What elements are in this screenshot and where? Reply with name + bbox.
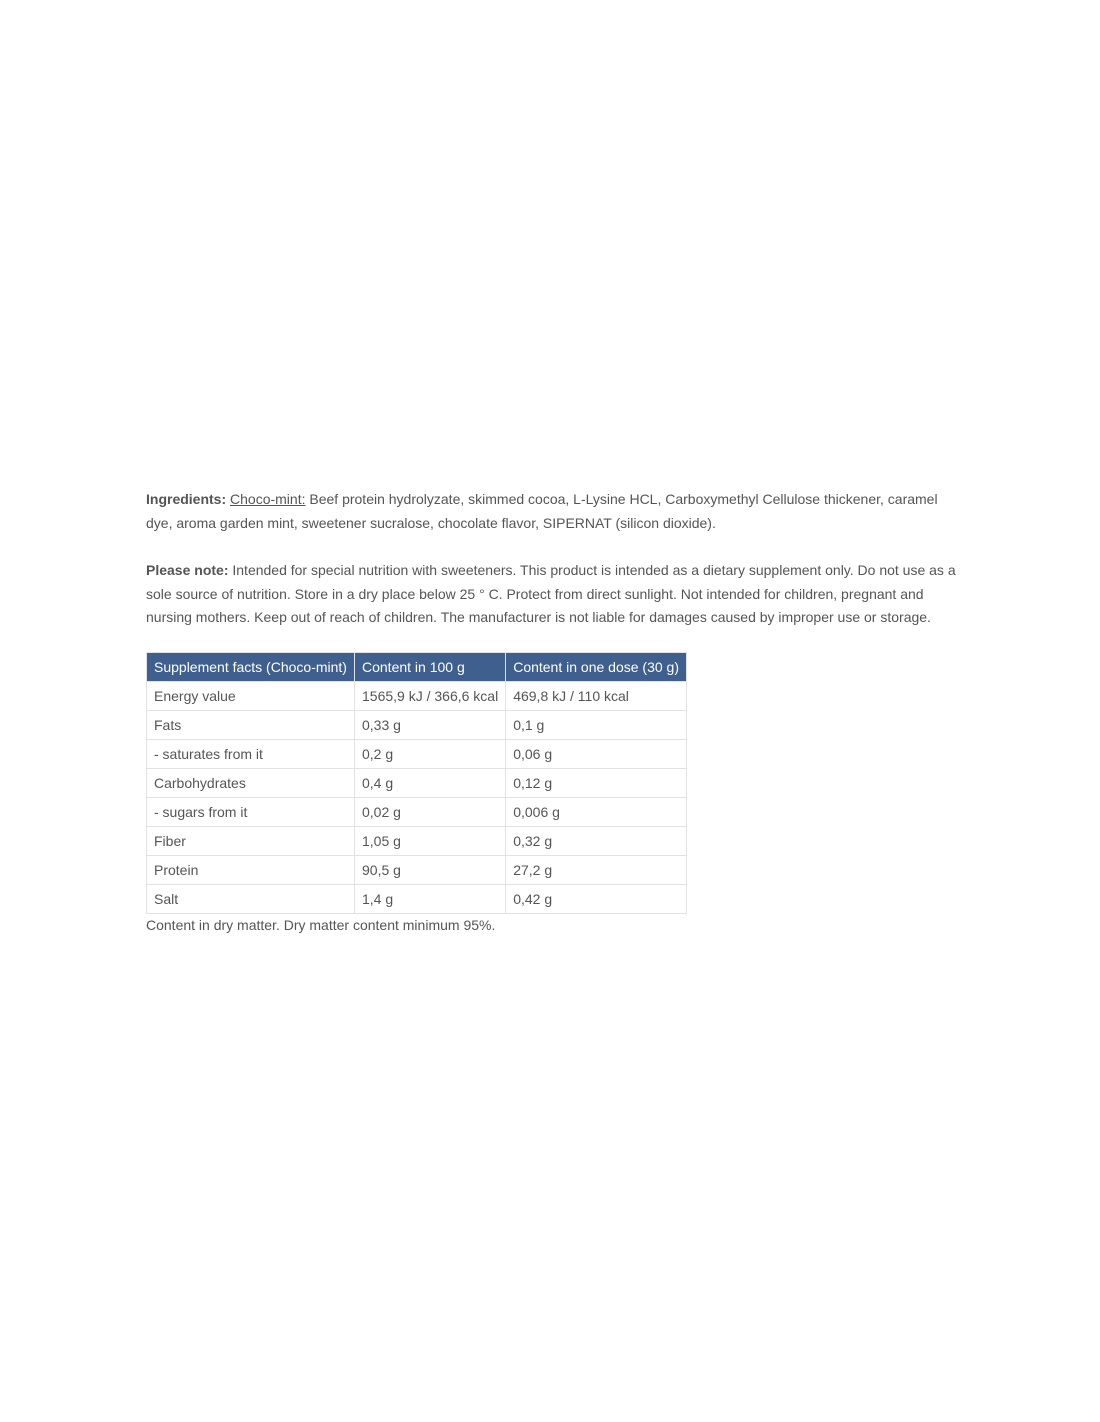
product-description	[146, 488, 966, 935]
table-row	[147, 739, 687, 768]
ingredients-paragraph	[146, 488, 966, 535]
supplement-facts-table	[146, 652, 687, 914]
value-100g: 1,05 g	[355, 826, 506, 855]
value-dose: 0,32 g	[506, 826, 687, 855]
value-100g: 90,5 g	[355, 855, 506, 884]
nutrient-name: Fiber	[147, 826, 355, 855]
nutrient-name: Energy value	[147, 681, 355, 710]
table-header-row	[147, 652, 687, 681]
table-row	[147, 681, 687, 710]
dry-matter-footnote: Content in dry matter. Dry matter content minimum 95%.	[146, 916, 496, 933]
value-dose: 469,8 kJ / 110 kcal	[506, 681, 687, 710]
table-row	[147, 826, 687, 855]
nutrient-name: - saturates from it	[147, 739, 355, 768]
value-100g: 1,4 g	[355, 884, 506, 913]
value-dose: 27,2 g	[506, 855, 687, 884]
nutrient-name: Carbohydrates	[147, 768, 355, 797]
ingredients-text: Beef protein hydrolyzate, skimmed cocoa, L-Lysine HCL, Carboxymethyl Cellulose thickener, caramel dye, aroma garden mint, sweetener sucralose, chocolate flavor, SIPERNAT (silicon dioxide).	[146, 491, 938, 531]
value-100g: 0,4 g	[355, 768, 506, 797]
table-row	[147, 797, 687, 826]
note-paragraph	[146, 559, 966, 630]
value-dose: 0,06 g	[506, 739, 687, 768]
table-row	[147, 710, 687, 739]
nutrient-name: Salt	[147, 884, 355, 913]
header-content-100g: Content in 100 g	[355, 652, 506, 681]
header-supplement-facts: Supplement facts (Choco-mint)	[147, 652, 355, 681]
value-dose: 0,006 g	[506, 797, 687, 826]
value-100g: 0,2 g	[355, 739, 506, 768]
note-text: Intended for special nutrition with sweeteners. This product is intended as a dietary supplement only. Do not use as a sole source of nutrition. Store in a dry place below 25 ° C. Protect from direct sunlight. Not intended for children, pregnant and nursing mothers. Keep out of reach of children. The manufacturer is not liable for damages caused by improper use or storage.	[146, 562, 956, 625]
value-100g: 0,33 g	[355, 710, 506, 739]
table-row	[147, 855, 687, 884]
note-label: Please note:	[146, 562, 229, 578]
value-dose: 0,1 g	[506, 710, 687, 739]
ingredients-label: Ingredients:	[146, 491, 227, 507]
table-row	[147, 884, 687, 913]
flavor-name-link[interactable]: Choco-mint:	[230, 491, 306, 507]
header-content-dose: Content in one dose (30 g)	[506, 652, 687, 681]
nutrient-name: Protein	[147, 855, 355, 884]
nutrient-name: Fats	[147, 710, 355, 739]
value-dose: 0,12 g	[506, 768, 687, 797]
value-100g: 0,02 g	[355, 797, 506, 826]
nutrient-name: - sugars from it	[147, 797, 355, 826]
table-row	[147, 768, 687, 797]
value-dose: 0,42 g	[506, 884, 687, 913]
value-100g: 1565,9 kJ / 366,6 kcal	[355, 681, 506, 710]
